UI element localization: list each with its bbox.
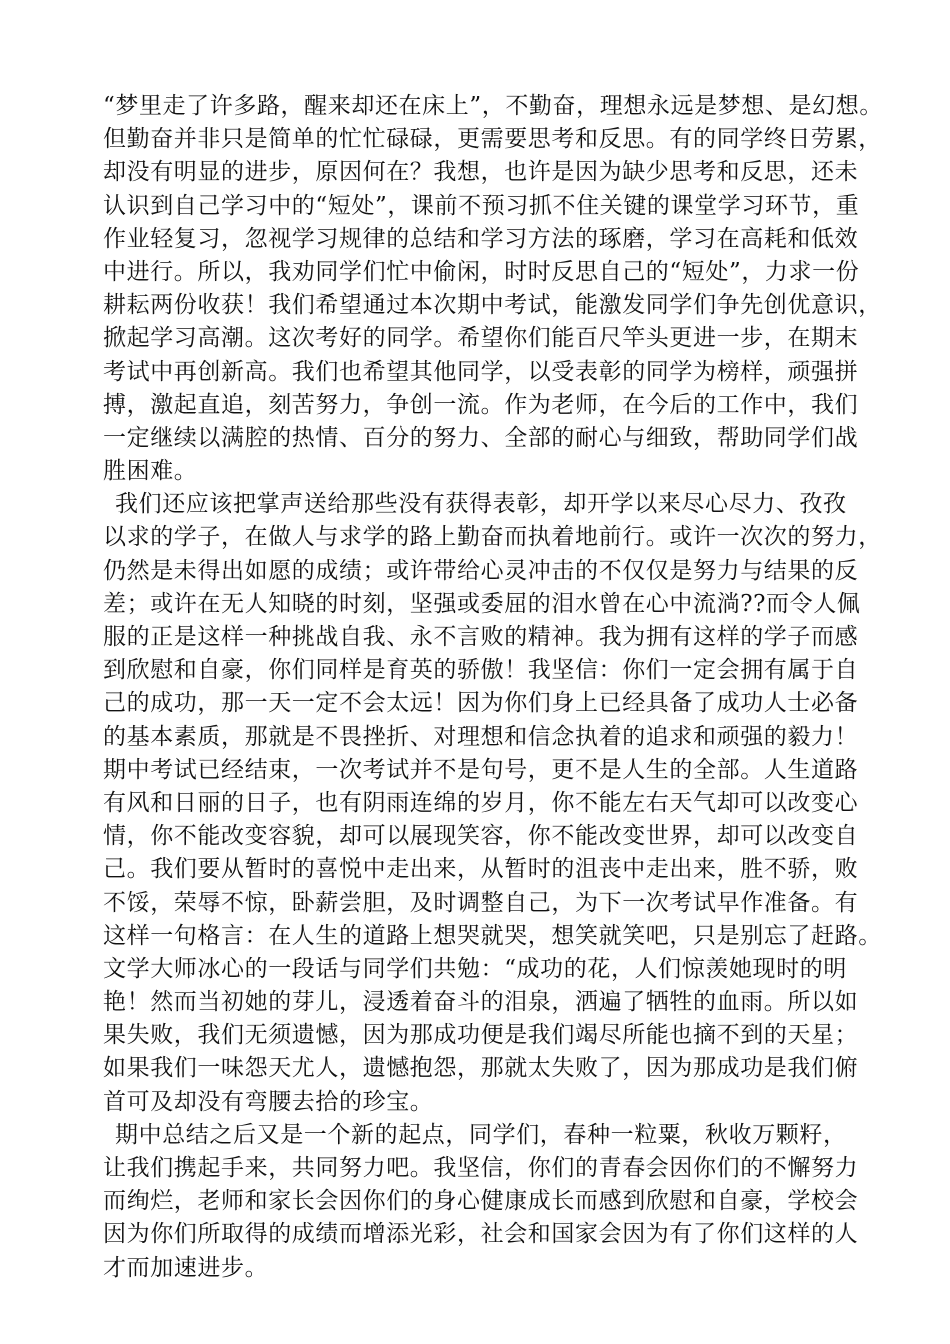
body-text [103,90,893,1285]
text-line: 胜困难。 [103,458,198,485]
text-line: 服的正是这样一种挑战自我、永不言败的精神。我为拥有这样的学子而感 [103,624,859,650]
text-line: 一定继续以满腔的热情、百分的努力、全部的耐心与细致，帮助同学们战 [103,424,859,451]
text-line: 不馁，荣辱不惊，卧薪尝胆，及时调整自己，为下一次考试早作准备。有 [103,889,859,916]
text-line: 文学大师冰心的一段话与同学们共勉：“成功的花，人们惊羡她现时的明 [103,955,847,982]
text-line: 却没有明显的进步，原因何在？我想，也许是因为缺少思考和反思，还未 [103,159,859,186]
text-line: 己。我们要从暂时的喜悦中走出来，从暂时的沮丧中走出来，胜不骄，败 [103,856,859,883]
text-line: 考试中再创新高。我们也希望其他同学，以受表彰的同学为榜样，顽强拼 [103,358,859,385]
text-line: 到欣慰和自豪，你们同样是育英的骄傲！我坚信：你们一定会拥有属于自 [103,657,859,684]
text-line: 耕耘两份收获！我们希望通过本次期中考试，能激发同学们争先创优意识， [103,292,882,319]
text-line: 认识到自己学习中的“短处”，课前不预习抓不住关键的课堂学习环节，重 [103,192,860,219]
text-line: 的基本素质，那就是不畏挫折、对理想和信念执着的追求和顽强的毅力！ [103,723,859,750]
text-line: 情，你不能改变容貌，却可以展现笑容，你不能改变世界，却可以改变自 [103,823,859,850]
text-line: 期中考试已经结束，一次考试并不是句号，更不是人生的全部。人生道路 [103,756,859,783]
paragraph-start-line: 期中总结之后又是一个新的起点，同学们，春种一粒粟，秋收万颗籽， [115,1121,847,1148]
text-line: 如果我们一味怨天尤人，遗憾抱怨，那就太失败了，因为那成功是我们俯 [103,1055,859,1082]
text-line: “梦里走了许多路，醒来却还在床上”，不勤奋，理想永远是梦想、是幻想。 [103,93,883,119]
text-line: 但勤奋并非只是简单的忙忙碌碌，更需要思考和反思。有的同学终日劳累， [103,126,882,153]
text-line: 这样一句格言：在人生的道路上想哭就哭，想笑就笑吧，只是别忘了赶路。 [103,922,882,949]
text-line: 才而加速进步。 [103,1254,269,1281]
text-line: 果失败，我们无须遗憾，因为那成功便是我们竭尽所能也摘不到的天星； [103,1022,859,1049]
text-line: 掀起学习高潮。这次考好的同学。希望你们能百尺竿头更进一步，在期末 [103,325,859,352]
text-line: 艳！然而当初她的芽儿，浸透着奋斗的泪泉，洒遍了牺牲的血雨。所以如 [103,989,859,1016]
text-line: 中进行。所以，我劝同学们忙中偷闲，时时反思自己的“短处”，力求一份 [103,258,860,285]
text-line: 有风和日丽的日子，也有阴雨连绵的岁月，你不能左右天气却可以改变心 [103,789,859,816]
text-line: 让我们携起手来，共同努力吧。我坚信，你们的青春会因你们的不懈努力 [103,1155,859,1181]
text-line: 仍然是未得出如愿的成绩；或许带给心灵冲击的不仅仅是努力与结果的反 [103,557,859,584]
text-line: 而绚烂，老师和家长会因你们的身心健康成长而感到欣慰和自豪，学校会 [103,1188,859,1215]
text-line: 因为你们所取得的成绩而增添光彩，社会和国家会因为有了你们这样的人 [103,1221,859,1248]
text-line: 差；或许在无人知晓的时刻，坚强或委屈的泪水曾在心中流淌??而令人佩 [103,590,861,617]
text-line: 己的成功，那一天一定不会太远！因为你们身上已经具备了成功人士必备 [103,690,859,717]
text-line: 作业轻复习，忽视学习规律的总结和学习方法的琢磨，学习在高耗和低效 [103,225,859,252]
text-line: 首可及却没有弯腰去拾的珍宝。 [103,1088,434,1115]
paragraph-start-line: 我们还应该把掌声送给那些没有获得表彰，却开学以来尽心尽力、孜孜 [115,491,847,518]
text-line: 以求的学子，在做人与求学的路上勤奋而执着地前行。或许一次次的努力， [103,524,882,551]
text-line: 搏，激起直追，刻苦努力，争创一流。作为老师，在今后的工作中，我们 [103,391,859,418]
